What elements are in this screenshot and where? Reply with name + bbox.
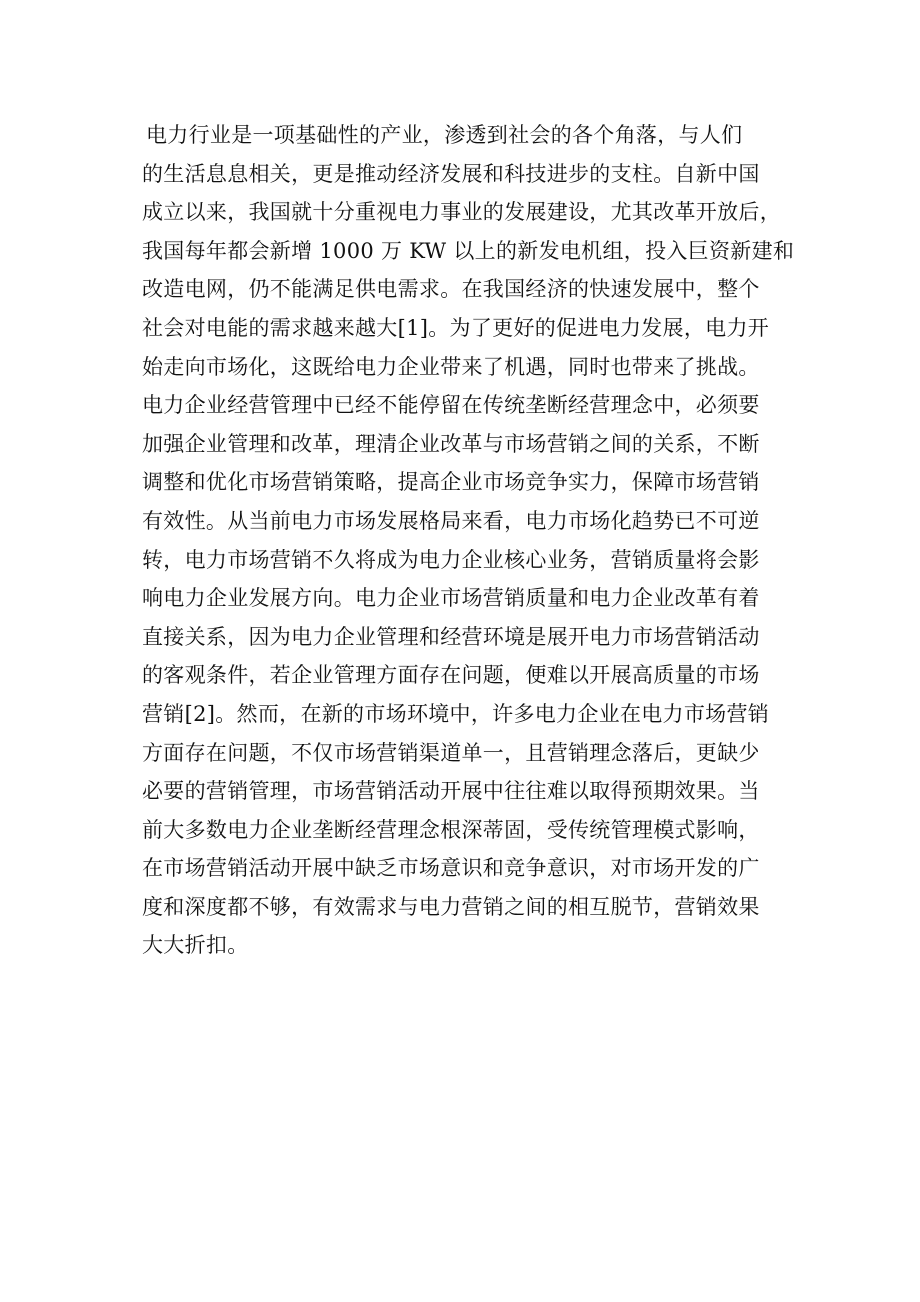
paragraph-line: 始走向市场化，这既给电力企业带来了机遇，同时也带来了挑战。 (142, 354, 760, 379)
paragraph-line: 我国每年都会新增 1000 万 KW 以上的新发电机组，投入巨资新建和 (142, 238, 795, 263)
paragraph-line: 调整和优化市场营销策略，提高企业市场竞争实力，保障市场营销 (142, 470, 760, 495)
paragraph-line: 有效性。从当前电力市场发展格局来看，电力市场化趋势已不可逆 (142, 508, 760, 533)
paragraph-line: 前大多数电力企业垄断经营理念根深蒂固，受传统管理模式影响， (142, 817, 760, 842)
paragraph-line: 营销[2]。然而，在新的市场环境中，许多电力企业在电力市场营销 (142, 701, 770, 726)
paragraph-line: 转，电力市场营销不久将成为电力企业核心业务，营销质量将会影 (142, 547, 760, 572)
paragraph-line: 成立以来，我国就十分重视电力事业的发展建设，尤其改革开放后， (142, 200, 781, 225)
paragraph-line: 直接关系，因为电力企业管理和经营环境是展开电力市场营销活动 (142, 624, 760, 649)
paragraph-line: 的客观条件，若企业管理方面存在问题，便难以开展高质量的市场 (142, 663, 760, 688)
paragraph-line: 电力企业经营管理中已经不能停留在传统垄断经营理念中，必须要 (142, 393, 760, 418)
paragraph-line: 方面存在问题，不仅市场营销渠道单一，且营销理念落后，更缺少 (142, 740, 760, 765)
paragraph-line: 响电力企业发展方向。电力企业市场营销质量和电力企业改革有着 (142, 586, 760, 611)
paragraph-line: 在市场营销活动开展中缺乏市场意识和竞争意识，对市场开发的广 (142, 856, 760, 881)
paragraph-line: 大大折扣。 (142, 933, 249, 958)
paragraph-line: 改造电网，仍不能满足供电需求。在我国经济的快速发展中，整个 (142, 277, 760, 302)
body-paragraph (142, 116, 795, 965)
paragraph-line: 的生活息息相关，更是推动经济发展和科技进步的支柱。自新中国 (142, 161, 760, 186)
paragraph-line: 加强企业管理和改革，理清企业改革与市场营销之间的关系，不断 (142, 431, 760, 456)
paragraph-line: 必要的营销管理，市场营销活动开展中往往难以取得预期效果。当 (142, 779, 760, 804)
paragraph-line: 社会对电能的需求越来越大[1]。为了更好的促进电力发展，电力开 (142, 315, 770, 340)
paragraph-line: 度和深度都不够，有效需求与电力营销之间的相互脱节，营销效果 (142, 894, 760, 919)
paragraph-line: 电力行业是一项基础性的产业，渗透到社会的各个角落，与人们 (146, 123, 743, 147)
